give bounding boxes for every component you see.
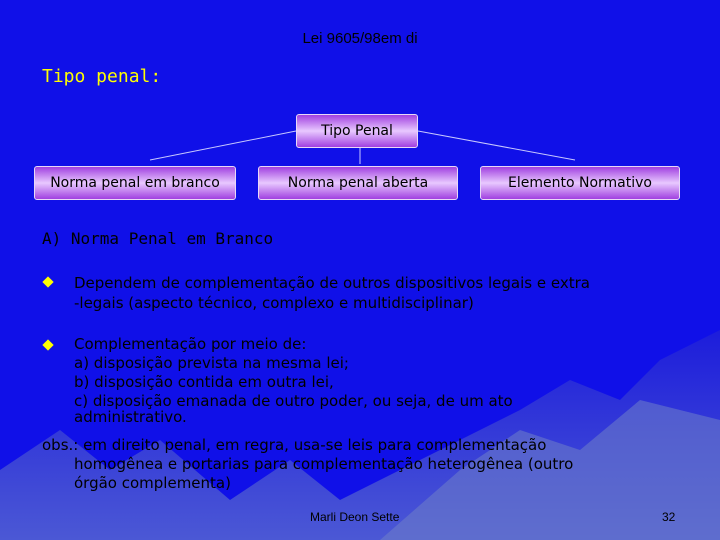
bullet-line: c) disposição emanada de outro poder, ou seja, de um ato — [74, 392, 513, 410]
bullet-text — [74, 334, 704, 424]
diagram-node-label: Norma penal em branco — [50, 175, 220, 191]
diagram-node-branco — [34, 166, 236, 200]
diagram-node-aberta — [258, 166, 458, 200]
bullet-line: -legais (aspecto técnico, complexo e multidisciplinar) — [74, 294, 474, 312]
bullet-line: administrativo. — [74, 408, 187, 426]
slide-header: Lei 9605/98em di — [302, 30, 418, 47]
subsection-title: A) Norma Penal em Branco — [42, 229, 274, 248]
bullet-text — [74, 273, 704, 313]
diagram-node-normativo — [480, 166, 680, 200]
page-number: 32 — [662, 510, 676, 524]
bullet-line: Complementação por meio de: — [74, 335, 307, 353]
bullet-line: a) disposição prevista na mesma lei; — [74, 354, 349, 372]
obs-line: obs.: em direito penal, em regra, usa-se leis para complementação — [42, 436, 547, 454]
diagram-node-label: Norma penal aberta — [287, 175, 429, 191]
diagram-node-label: Elemento Normativo — [508, 175, 652, 191]
footer-author: Marli Deon Sette — [310, 510, 400, 524]
bullet-line: Dependem de complementação de outros dispositivos legais e extra — [74, 274, 590, 292]
diagram-root-label: Tipo Penal — [321, 123, 393, 139]
section-title: Tipo penal: — [42, 66, 162, 87]
bullet-line: b) disposição contida em outra lei, — [74, 373, 334, 391]
obs-line: órgão complementa) — [74, 474, 231, 492]
obs-line: homogênea e portarias para complementação heterogênea (outro — [74, 455, 574, 473]
diagram-root-node — [296, 114, 418, 148]
obs-text — [42, 436, 688, 493]
